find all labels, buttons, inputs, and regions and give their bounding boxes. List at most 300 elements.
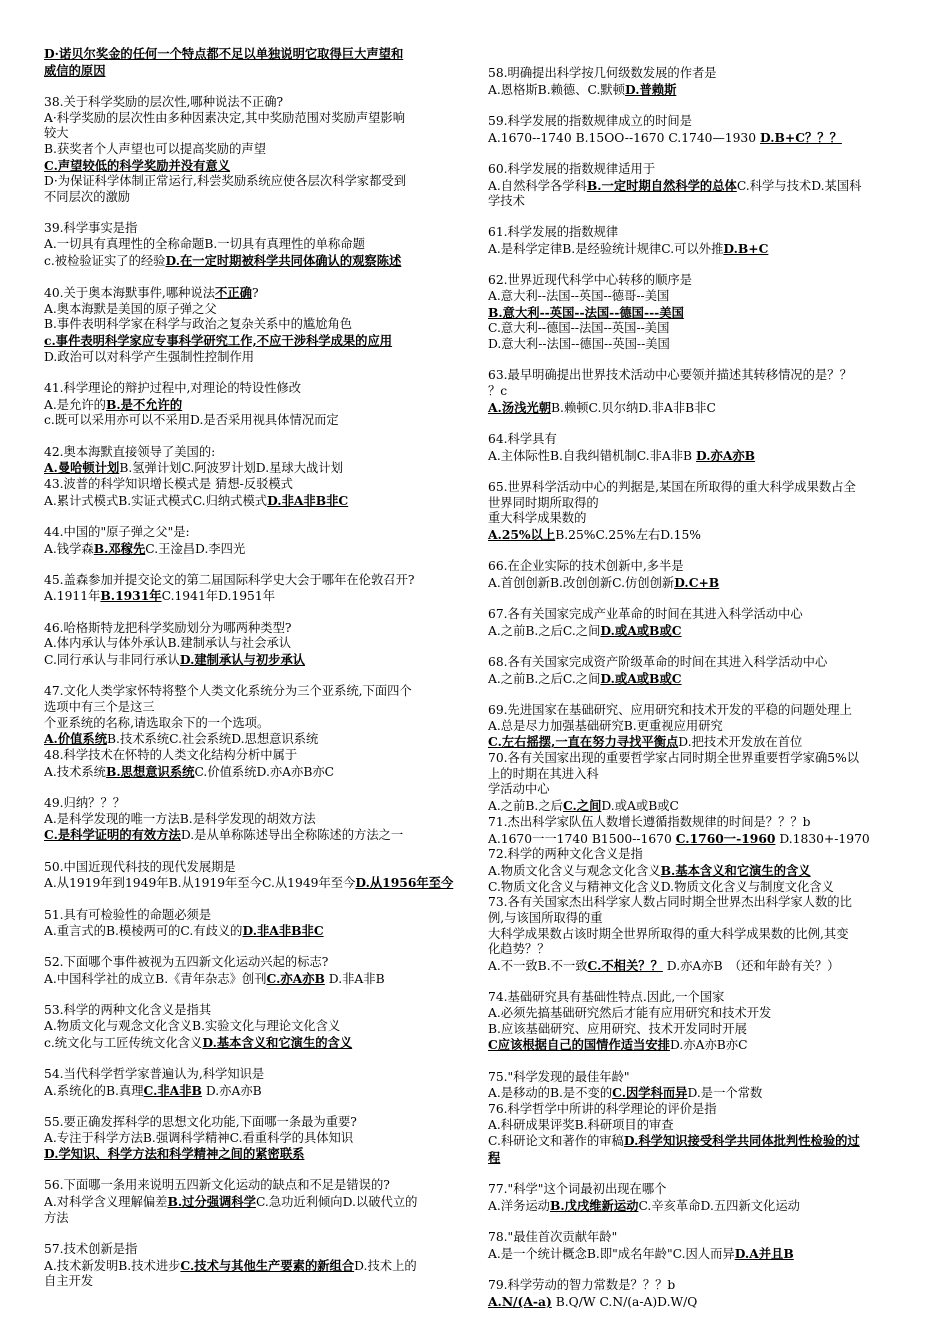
question-block <box>44 285 476 366</box>
answer-text: D.或A或B或C <box>600 670 682 686</box>
question-text: C.辛亥革命D.五四新文化运动 <box>638 1199 800 1214</box>
question-text: 72.科学的两种文化含义是指 <box>488 847 643 862</box>
question-text: 53.科学的两种文化含义是指其 <box>44 1003 212 1018</box>
question-text: A.自然科学各学科 <box>488 178 587 193</box>
question-text: A.恩格斯B.赖德、C.默顿 <box>488 82 625 97</box>
question-text: B.Q/W C.N/(a-A)D.W/Q <box>551 1294 698 1309</box>
question-block <box>488 480 922 544</box>
question-text: ？c <box>488 384 508 399</box>
question-text: 47.文化人类学家怀特将整个人类文化系统分为三个亚系统,下面四个 <box>44 684 412 699</box>
question-text: 58.明确提出科学按几何级数发展的作者是 <box>488 66 717 80</box>
question-text: 77."科学"这个词最初出现在哪个 <box>488 1182 667 1197</box>
question-text: D.意大利--法国--德国--英国--美国 <box>488 337 670 352</box>
text-line <box>44 1083 476 1100</box>
question-text: B.技术系统C.社会系统D.思想意识系统 <box>107 732 319 747</box>
text-line <box>488 623 922 640</box>
text-line <box>44 1194 476 1211</box>
question-block <box>44 1115 476 1163</box>
question-block <box>44 95 476 206</box>
text-line <box>44 731 476 748</box>
question-block <box>44 1242 476 1290</box>
text-line <box>44 111 476 127</box>
text-line <box>44 493 476 510</box>
text-line <box>488 1006 922 1022</box>
text-line <box>488 82 922 99</box>
question-block <box>488 655 922 687</box>
text-line <box>44 253 476 270</box>
text-line <box>44 971 476 988</box>
right-column <box>488 66 922 1311</box>
text-line <box>44 1131 476 1147</box>
answer-text: D.非A非B非C <box>267 492 349 508</box>
text-line <box>488 895 922 911</box>
question-text: 61.科学发展的指数规律 <box>488 225 619 240</box>
answer-text: D.亦A亦B <box>696 447 756 463</box>
text-line <box>44 142 476 158</box>
question-text: A.钱学森 <box>44 541 94 556</box>
text-line <box>488 1198 922 1215</box>
question-text: A.物质文化含义与观念文化含义 <box>488 863 661 878</box>
answer-text: B.戊戌维新运动 <box>549 1198 639 1214</box>
question-block <box>488 114 922 146</box>
text-line <box>488 958 922 975</box>
answer-text: C.1760一-1960 <box>675 830 776 846</box>
question-text: 38.关于科学奖励的层次性,哪种说法不正确? <box>44 94 284 109</box>
text-line <box>44 1035 476 1052</box>
text-line <box>44 1178 476 1194</box>
question-text: 46.哈格斯特龙把科学奖励划分为哪两种类型? <box>44 620 292 635</box>
text-line <box>488 289 922 305</box>
question-text: A.1670--1740 B.15OO--1670 C.1740—1930 <box>488 130 760 145</box>
text-line <box>44 525 476 541</box>
text-line <box>488 66 922 82</box>
question-text: 选项中有三个是这三 <box>44 700 155 714</box>
question-text: 不同层次的激励 <box>44 190 131 205</box>
text-line <box>488 480 922 496</box>
question-text: D·为保证科学体制正常运行,科尝奖励系统应使各层次科学家都受到 <box>44 174 406 189</box>
text-line <box>44 827 476 844</box>
question-text: 41.科学理论的辩护过程中,对理论的特设性修改 <box>44 380 302 395</box>
question-text: 52.下面哪个事件被视为五四新文化运动兴起的标志? <box>44 955 329 970</box>
text-line <box>488 1150 922 1167</box>
question-text: A.技术系统 <box>44 764 106 779</box>
answer-text: D.B+C <box>723 241 769 257</box>
question-text: A.1670一一1740 B1500--1670 <box>488 831 676 846</box>
question-text: D.把技术开发放在首位 <box>678 735 803 750</box>
question-text: B.应该基础研究、应用研究、技术开发同时开展 <box>488 1021 747 1036</box>
question-block <box>488 703 922 975</box>
question-text: c.既可以采用亦可以不采用D.是否采用视具体情况而定 <box>44 413 339 428</box>
text-line <box>488 1118 922 1134</box>
question-text: 59.科学发展的指数规律成立的时间是 <box>488 113 693 128</box>
question-text: A.洋务运动 <box>488 1199 550 1214</box>
text-line <box>44 237 476 253</box>
answer-text: A.25%以上 <box>488 526 556 542</box>
text-line <box>488 703 922 719</box>
question-text: A.体内承认与体外承认B.建制承认与社会承认 <box>44 636 292 651</box>
question-text: A.是一个统计概念B.即"成名年龄"C.因人而异 <box>488 1246 735 1261</box>
question-block <box>488 559 922 591</box>
question-text: A.一切具有真理性的全称命题B.一切具有真理性的单称命题 <box>44 237 365 252</box>
question-text: B.25%C.25%左右D.15% <box>555 527 701 542</box>
question-text: c.被检验证实了的经验 <box>44 253 166 268</box>
answer-text: B.是不允许的 <box>105 396 183 412</box>
text-line <box>488 1037 922 1054</box>
question-text: A.是科学发现的唯一方法B.是科学发现的胡效方法 <box>44 811 316 826</box>
text-line <box>44 460 476 477</box>
text-line <box>488 1294 922 1311</box>
text-line <box>44 46 476 63</box>
question-text: D.技术上的 <box>354 1258 417 1273</box>
question-text: 42.奥本海默直接领导了美国的: <box>44 444 216 459</box>
text-line <box>488 130 922 147</box>
answer-text: D·诺贝尔奖金的任何一个特点都不足以单独说明它取得巨大声望和 <box>44 46 404 61</box>
text-line <box>44 636 476 652</box>
question-text: B.事件表明科学家在科学与政治之复杂关系中的尴尬角色 <box>44 317 353 332</box>
text-line <box>44 317 476 333</box>
question-text: D.亦A亦B （还和年龄有关？） <box>662 959 840 974</box>
text-line <box>488 559 922 575</box>
question-text: A.从1919年到1949年B.从1919年至今C.从1949年至今 <box>44 876 356 891</box>
question-block <box>44 1003 476 1051</box>
text-line <box>44 95 476 111</box>
question-text: 自主开发 <box>44 1274 94 1289</box>
question-text: A.1911年 <box>44 589 101 604</box>
question-text: 44.中国的"原子弹之父"是: <box>44 524 190 539</box>
question-text: 64.科学具有 <box>488 431 557 446</box>
question-text: 73.各有关国家杰出科学家人数占同时期全世界杰出科学家人数的比 <box>488 895 852 910</box>
question-block <box>488 1070 922 1167</box>
text-line <box>44 350 476 366</box>
text-line <box>488 305 922 322</box>
question-block <box>488 162 922 210</box>
question-text: 较大 <box>44 126 69 141</box>
answer-text: D.从1956年至今 <box>355 875 454 891</box>
question-text: C.科学与技术D.某国科 <box>736 178 862 193</box>
text-line <box>488 432 922 448</box>
answer-text: B.一定时期自然科学的总体 <box>586 177 737 193</box>
question-text: 60.科学发展的指数规律适用于 <box>488 161 656 176</box>
text-line <box>488 384 922 400</box>
question-block <box>488 225 922 257</box>
text-line <box>488 1230 922 1246</box>
question-text: C.急功近利倾向D.以破代立的 <box>255 1195 418 1210</box>
question-text: C.物质文化含义与精神文化含义D.物质文化含义与制度文化含义 <box>488 879 834 894</box>
question-text: 68.各有关国家完成资产阶级革命的时间在其进入科学活动中心 <box>488 654 828 669</box>
question-text: 57.技术创新是指 <box>44 1242 138 1257</box>
question-text: A.之前B.之后C.之间 <box>488 671 601 686</box>
question-text: A.是允许的 <box>44 397 106 412</box>
text-line <box>44 700 476 716</box>
answer-text: A.N/(A-a) <box>488 1293 552 1309</box>
text-line <box>44 1211 476 1227</box>
text-line <box>44 1242 476 1258</box>
question-block <box>44 1178 476 1226</box>
text-line <box>44 221 476 237</box>
question-text: A.之前B.之后C.之间 <box>488 623 601 638</box>
question-text: 大科学成果数占该时期全世界所取得的重大科学成果数的比例,其变 <box>488 926 849 941</box>
answer-text: D.C+B <box>674 574 720 590</box>
answer-text: 程 <box>488 1150 501 1166</box>
question-block <box>44 796 476 844</box>
text-line <box>44 1274 476 1290</box>
answer-text: B.过分强调科学 <box>167 1194 256 1210</box>
question-text: A.奥本海默是美国的原子弹之父 <box>44 301 217 316</box>
answer-text: C.声望较低的科学奖励并没有意义 <box>44 157 231 173</box>
question-block <box>488 1230 922 1262</box>
answer-text: D.基本含义和它演生的含义 <box>202 1034 353 1050</box>
text-line <box>488 751 922 767</box>
question-text: ? <box>251 285 259 300</box>
question-text: A·科学奖励的层次性由多种因素决定,其中奖励范围对奖励声望影响 <box>44 110 406 125</box>
text-line <box>488 1182 922 1198</box>
answer-text: A.曼哈顿计划 <box>44 460 120 476</box>
question-text: A.中国科学社的成立B.《青年杂志》创刊 <box>44 972 267 987</box>
answer-text: D.在一定时期被科学共同体确认的观察陈述 <box>165 252 402 268</box>
question-text: D.亦A亦B <box>201 1083 262 1098</box>
text-line <box>488 655 922 671</box>
answer-text: C.亦A亦B <box>266 971 325 987</box>
question-text: 50.中国近现代科技的现代发展期是 <box>44 859 236 874</box>
question-text: D.是从单称陈述导出全称陈述的方法之一 <box>180 828 404 843</box>
question-text: 66.在企业实际的技术创新中,多半是 <box>488 559 684 574</box>
text-line <box>44 1146 476 1163</box>
question-text: 例,与该国所取得的重 <box>488 911 603 926</box>
text-line <box>44 875 476 892</box>
text-line <box>488 273 922 289</box>
question-text: C.1941年D.1951年 <box>161 589 275 604</box>
answer-text: B.1931年 <box>100 588 162 604</box>
answer-text: 不正确 <box>215 284 252 300</box>
question-text: 63.最早明确提出世界技术活动中心要领并描述其转移情况的是？？ <box>488 368 852 383</box>
text-line <box>488 511 922 527</box>
text-line <box>44 541 476 558</box>
question-text: C.王淦昌D.李四光 <box>145 541 246 556</box>
question-text: 48.科学技术在怀特的人类文化结构分析中属于 <box>44 748 298 763</box>
text-line <box>488 863 922 880</box>
text-line <box>44 1258 476 1275</box>
question-block <box>44 573 476 605</box>
question-text: A.首创创新B.改创创新C.仿创创新 <box>488 575 675 590</box>
text-line <box>488 831 922 848</box>
question-block <box>488 368 922 416</box>
answer-text: D.B+C？？？ <box>760 129 842 145</box>
question-text: 43.波普的科学知识增长模式是 猜想-反驳模式 <box>44 476 293 491</box>
answer-text: B.意大利--英国--法国--德国---美国 <box>488 304 684 320</box>
text-line <box>488 607 922 623</box>
text-line <box>44 684 476 700</box>
question-block <box>44 1067 476 1099</box>
question-block <box>44 955 476 987</box>
text-line <box>488 671 922 688</box>
question-block <box>44 381 476 429</box>
question-text: A.主体际性B.自我纠错机制C.非A非B <box>488 448 697 463</box>
question-block <box>44 221 476 269</box>
question-text: 55.要正确发挥科学的思想文化功能,下面哪一条最为重要? <box>44 1114 357 1129</box>
question-text: A.不一致B.不一致 <box>488 959 588 974</box>
answer-text: B.邓稼先 <box>93 540 146 556</box>
question-text: 上的时期在其进入科 <box>488 766 599 781</box>
answer-text: D.建制承认与初步承认 <box>179 652 306 668</box>
answer-text: B.基本含义和它演生的含义 <box>660 862 811 878</box>
answer-text: C应该根据自己的国情作适当安排 <box>488 1037 670 1053</box>
text-line <box>488 162 922 178</box>
answer-text: C.技术与其他生产要素的新组合 <box>180 1257 355 1273</box>
question-text: A.系统化的B.真理 <box>44 1083 144 1098</box>
text-line <box>488 337 922 353</box>
text-line <box>44 158 476 175</box>
question-text: 71.杰出科学家队伍人数增长遵循指数规律的时间是？？？b <box>488 814 811 829</box>
answer-text: C.不相关？？ <box>587 958 663 974</box>
question-text: B.赖顿C.贝尔纳D.非A非B非C <box>551 400 716 415</box>
text-line <box>488 767 922 783</box>
question-text: B.氢弹计划C.阿波罗计划D.星球大战计划 <box>119 461 343 476</box>
text-line <box>488 241 922 258</box>
text-line <box>44 860 476 876</box>
question-text: 世界同时期所取得的 <box>488 495 599 510</box>
question-text: c.统文化与工匠传统文化含义 <box>44 1035 203 1050</box>
text-line <box>44 126 476 142</box>
question-text: 51.具有可检验性的命题必须是 <box>44 907 212 922</box>
left-column <box>44 46 476 1290</box>
question-text: 40.关于奥本海默事件,哪种说法 <box>44 285 216 300</box>
question-text: A.物质文化与观念文化含义B.实验文化与理论文化含义 <box>44 1019 341 1034</box>
text-line <box>488 400 922 417</box>
text-line <box>488 1070 922 1086</box>
text-line <box>488 847 922 863</box>
question-text: A.之前B.之后 <box>488 799 563 814</box>
answer-text: D.A并且B <box>734 1245 794 1261</box>
question-text: 39.科学事实是指 <box>44 221 138 236</box>
answer-text: D.或A或B或C <box>600 622 682 638</box>
question-text: 方法 <box>44 1210 69 1225</box>
text-line <box>488 798 922 815</box>
question-block <box>44 860 476 892</box>
text-line <box>488 719 922 735</box>
question-text: A.科研成果评奖B.科研项目的审查 <box>488 1117 674 1132</box>
question-text: C.科研论文和著作的审稿 <box>488 1134 624 1149</box>
question-text: 45.盖森参加并提交论文的第二届国际科学史大会于哪年在伦敦召开? <box>44 572 415 587</box>
text-line <box>44 477 476 493</box>
text-line <box>488 496 922 512</box>
text-line <box>488 782 922 798</box>
question-text: 重大科学成果数的 <box>488 511 587 526</box>
answer-text: C.之间 <box>562 798 602 814</box>
text-line <box>488 321 922 337</box>
text-line <box>488 178 922 195</box>
text-line <box>44 652 476 669</box>
question-text: 个亚系统的名称,请选取余下的一个选项。 <box>44 715 270 730</box>
question-text: 74.基础研究具有基础性特点.因此,一个国家 <box>488 990 725 1005</box>
question-block <box>488 1278 922 1310</box>
question-text: 62.世界近现代科学中心转移的顺序是 <box>488 273 693 288</box>
text-line <box>488 368 922 384</box>
question-text: 化趋势？？ <box>488 942 550 957</box>
text-line <box>488 1133 922 1150</box>
answer-text: C.因学科而异 <box>612 1085 688 1101</box>
question-text: D.1830+-1970 <box>775 831 870 846</box>
text-line <box>44 1067 476 1083</box>
answer-text: D.科学知识接受科学共同体批判性检验的过 <box>623 1133 860 1149</box>
text-line <box>44 333 476 350</box>
answer-text: C.非A非B <box>143 1082 202 1098</box>
text-line <box>488 927 922 943</box>
answer-text: D.非A非B非C <box>242 923 324 939</box>
question-text: A.是移动的B.是不变的 <box>488 1086 613 1101</box>
text-line <box>44 174 476 190</box>
question-text: C.同行承认与非同行承认 <box>44 653 180 668</box>
text-line <box>44 955 476 971</box>
text-line <box>488 448 922 465</box>
question-block <box>44 908 476 940</box>
question-text: 54.当代科学哲学家普遍认为,科学知识是 <box>44 1066 265 1081</box>
text-line <box>44 588 476 605</box>
question-block <box>488 607 922 639</box>
question-text: 67.各有关国家完成产业革命的时间在其进入科学活动中心 <box>488 607 803 622</box>
question-text: A.是科学定律B.是经验统计规律C.可以外推 <box>488 242 724 257</box>
text-line <box>488 942 922 958</box>
question-text: A.累计式模式B.实证式模式C.归纳式模式 <box>44 493 268 508</box>
question-block <box>44 525 476 557</box>
text-line <box>44 190 476 206</box>
text-line <box>488 1246 922 1263</box>
question-block <box>488 990 922 1054</box>
question-text: 76.科学哲学中所讲的科学理论的评价是指 <box>488 1102 717 1117</box>
text-line <box>488 880 922 896</box>
text-line <box>44 748 476 764</box>
question-block <box>44 621 476 669</box>
text-line <box>44 923 476 940</box>
text-line <box>488 911 922 927</box>
text-line <box>44 1115 476 1131</box>
text-line <box>488 1102 922 1118</box>
text-line <box>488 527 922 544</box>
question-text: D.或A或B或C <box>601 799 679 814</box>
text-line <box>44 445 476 461</box>
text-line <box>44 908 476 924</box>
text-line <box>44 796 476 812</box>
question-text: 78."最佳首次贡献年龄" <box>488 1230 618 1245</box>
text-line <box>488 734 922 751</box>
text-line <box>44 1003 476 1019</box>
text-line <box>44 812 476 828</box>
question-text: C.意大利--德国--法国--英国--美国 <box>488 321 670 336</box>
text-line <box>44 716 476 732</box>
answer-text: B.思想意识系统 <box>105 763 195 779</box>
text-line <box>44 63 476 80</box>
text-line <box>44 1019 476 1035</box>
question-block <box>44 445 476 510</box>
question-text: 学活动中心 <box>488 782 550 797</box>
answer-text: c.事件表明科学家应专事科学研究工作,不应干涉科学成果的应用 <box>44 333 393 349</box>
text-line <box>44 381 476 397</box>
question-text: A.对科学含义理解偏差 <box>44 1195 168 1210</box>
answer-text: D.普赖斯 <box>625 81 677 97</box>
question-text: B.获奖者个人声望也可以提高奖励的声望 <box>44 142 266 157</box>
text-line <box>488 1022 922 1038</box>
text-line <box>488 225 922 241</box>
text-line <box>44 302 476 318</box>
text-line <box>488 194 922 210</box>
question-text: 69.先进国家在基础研究、应用研究和技术开发的平稳的问题处理上 <box>488 702 852 717</box>
question-block <box>488 273 922 353</box>
text-line <box>44 573 476 589</box>
question-text: 49.归纳？？？ <box>44 796 126 811</box>
question-text: D.非A非B <box>324 972 385 987</box>
text-line <box>44 285 476 302</box>
question-block <box>488 432 922 464</box>
text-line <box>488 990 922 1006</box>
